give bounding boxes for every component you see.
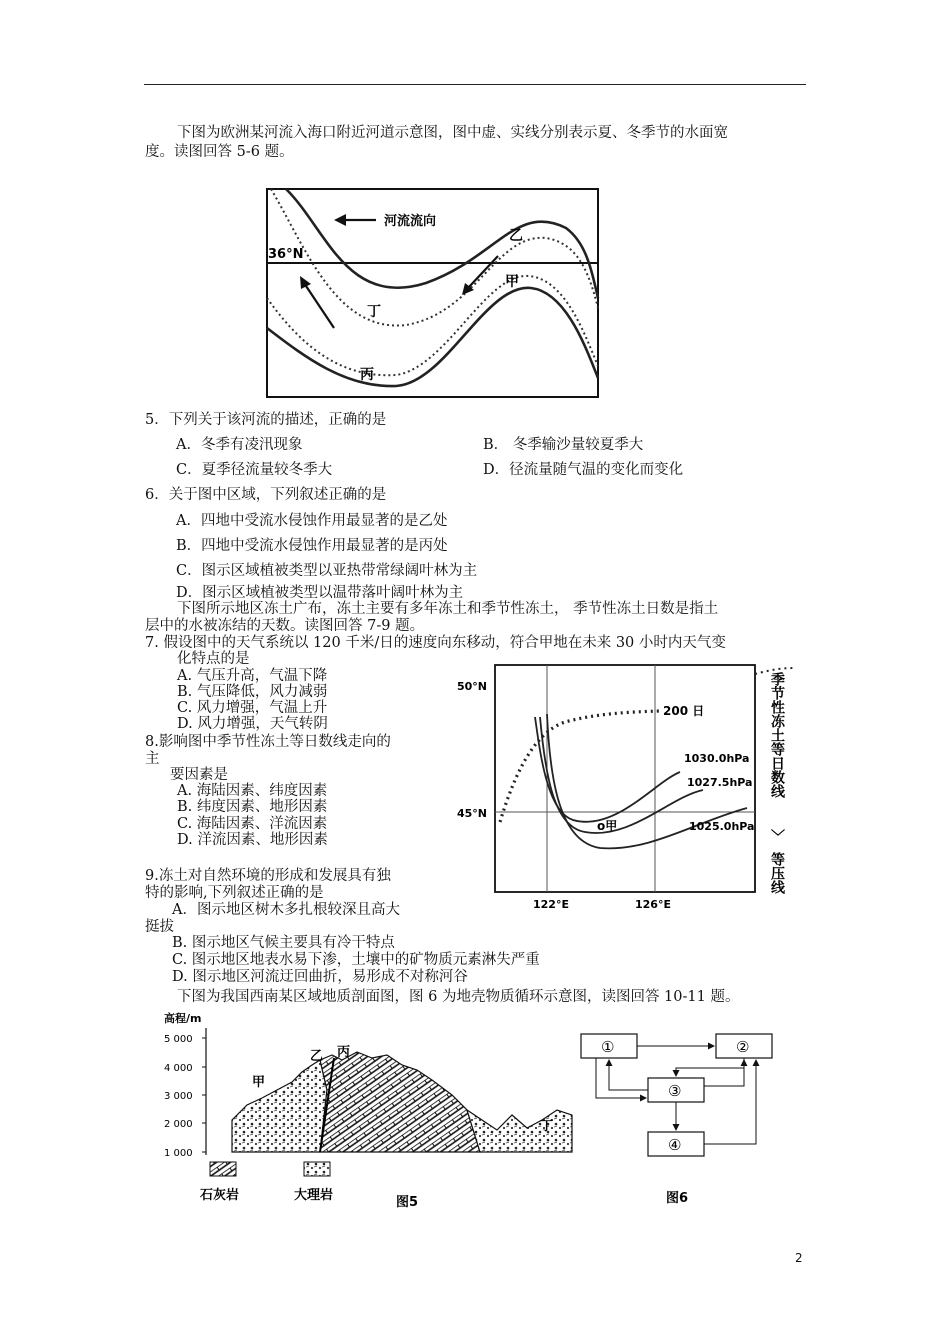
isobar-1027-label: 1027.5hPa <box>687 776 753 789</box>
q6-option-c: C．图示区域植被类型以亚热带常绿阔叶林为主 <box>176 563 478 579</box>
q7-stem-line2: 化特点的是 <box>177 651 250 667</box>
tick-4000: 4 000 <box>164 1063 193 1074</box>
q7-option-b: B. 气压降低，风力减弱 <box>177 684 328 700</box>
label-bing: 丙 <box>360 367 374 383</box>
lat-45-label: 45°N <box>457 807 488 820</box>
q9-stem-line2: 特的影响,下列叙述正确的是 <box>145 885 324 901</box>
q9-option-b: B. 图示地区气候主要具有冷干特点 <box>172 935 395 951</box>
isobar-1025-label: 1025.0hPa <box>689 820 755 833</box>
legend-limestone-swatch <box>210 1162 236 1176</box>
fig5-label-bing: 丙 <box>337 1045 351 1060</box>
q6-option-b: B．四地中受流水侵蚀作用最显著的是丙处 <box>176 538 448 554</box>
legend-symbol: 〉 <box>769 829 785 843</box>
label-jia: 甲 <box>505 274 519 290</box>
tick-2000: 2 000 <box>164 1119 193 1130</box>
q5-option-d: D．径流量随气温的变化而变化 <box>483 462 684 478</box>
q7-stem-line1: 7. 假设图中的天气系统以 120 千米/日的速度向东移动，符合甲地在未来 30 小时内天气变 <box>145 635 726 651</box>
q8-option-d: D. 洋流因素、地形因素 <box>177 832 328 848</box>
intro2-line1: 下图所示地区冻土广布，冻土主要有多年冻土和季节性冻土， 季节性冻土日数是指土 <box>177 601 719 617</box>
q7-option-d: D. 风力增强，天气转阴 <box>177 716 328 732</box>
box-1: ① <box>601 1038 615 1056</box>
q9-option-d: D. 图示地区河流迂回曲折，易形成不对称河谷 <box>172 969 468 985</box>
river-figure <box>266 188 600 399</box>
point-jia-label: o甲 <box>597 819 618 833</box>
label-yi: 乙 <box>509 228 523 244</box>
legend-limestone-label: 石灰岩 <box>200 1188 240 1203</box>
q9-option-a-line2: 挺拔 <box>145 919 174 935</box>
lon-126-label: 126°E <box>635 898 671 911</box>
lat-36-label: 36°N <box>268 247 304 262</box>
fig5-caption: 图5 <box>396 1195 419 1210</box>
label-ding: 丁 <box>367 304 381 320</box>
q6-option-a: A．四地中受流水侵蚀作用最显著的是乙处 <box>176 513 448 529</box>
header-rule <box>144 84 806 85</box>
fig5-label-ding: 丁 <box>540 1119 554 1134</box>
elevation-axis-title: 高程/m <box>164 1012 202 1025</box>
tick-3000: 3 000 <box>164 1091 193 1102</box>
q6-option-d: D．图示区域植被类型以温带落叶阔叶林为主 <box>176 585 464 601</box>
fig5-label-jia: 甲 <box>252 1075 266 1090</box>
intro2-line2: 层中的水被冻结的天数。读图回答 7-9 题。 <box>145 618 425 634</box>
tick-1000: 1 000 <box>164 1148 193 1159</box>
flow-label: 河流流向 <box>384 214 437 229</box>
box-2: ② <box>736 1038 750 1056</box>
page-number: 2 <box>795 1251 803 1265</box>
days-label: 200 日 <box>663 704 705 718</box>
legend-frozen-days: 季节性冻土等日数线 <box>769 672 785 798</box>
geology-profile-figure <box>162 1010 582 1216</box>
box-4: ④ <box>668 1136 682 1154</box>
pressure-figure <box>455 662 800 918</box>
intro1-line2: 度。读图回答 5-6 题。 <box>145 144 294 160</box>
fig6-caption: 图6 <box>666 1191 689 1206</box>
q7-option-c: C. 风力增强，气温上升 <box>177 700 328 716</box>
lon-122-label: 122°E <box>533 898 569 911</box>
q8-stem-line3: 要因素是 <box>170 767 228 783</box>
q9-option-c: C. 图示地区地表水易下渗，土壤中的矿物质元素淋失严重 <box>172 952 540 968</box>
legend-isobar: 等压线 <box>769 852 785 894</box>
q9-stem-line1: 9.冻土对自然环境的形成和发展具有独 <box>145 868 391 884</box>
q7-option-a: A. 气压升高，气温下降 <box>177 668 328 684</box>
q5-stem: 5．下列关于该河流的描述，正确的是 <box>145 412 387 428</box>
legend-marble-label: 大理岩 <box>294 1188 334 1203</box>
box-3: ③ <box>668 1082 682 1100</box>
q8-option-c: C. 海陆因素、洋流因素 <box>177 816 328 832</box>
q8-stem-line1: 8.影响图中季节性冻土等日数线走向的 <box>145 734 391 750</box>
q8-option-a: A. 海陆因素、纬度因素 <box>177 783 328 799</box>
isobar-1030-label: 1030.0hPa <box>684 752 750 765</box>
q8-option-b: B. 纬度因素、地形因素 <box>177 799 328 815</box>
fig5-label-yi: 乙 <box>310 1049 324 1064</box>
q5-option-a: A．冬季有凌汛现象 <box>176 437 303 453</box>
legend-marble-swatch <box>304 1162 330 1176</box>
intro1-line1: 下图为欧洲某河流入海口附近河道示意图，图中虚、实线分别表示夏、冬季节的水面宽 <box>177 125 728 141</box>
rock-cycle-figure <box>576 1026 776 1216</box>
q9-option-a-line1: A．图示地区树木多扎根较深且高大 <box>172 902 400 918</box>
lat-50-label: 50°N <box>457 680 488 693</box>
q5-option-b: B． 冬季输沙量较夏季大 <box>483 437 644 453</box>
intro3: 下图为我国西南某区域地质剖面图，图 6 为地壳物质循环示意图，读图回答 10-11 题。 <box>177 989 740 1005</box>
q5-option-c: C．夏季径流量较冬季大 <box>176 462 333 478</box>
tick-5000: 5 000 <box>164 1034 193 1045</box>
q8-stem-line2: 主 <box>145 751 160 767</box>
q6-stem: 6．关于图中区域，下列叙述正确的是 <box>145 487 387 503</box>
